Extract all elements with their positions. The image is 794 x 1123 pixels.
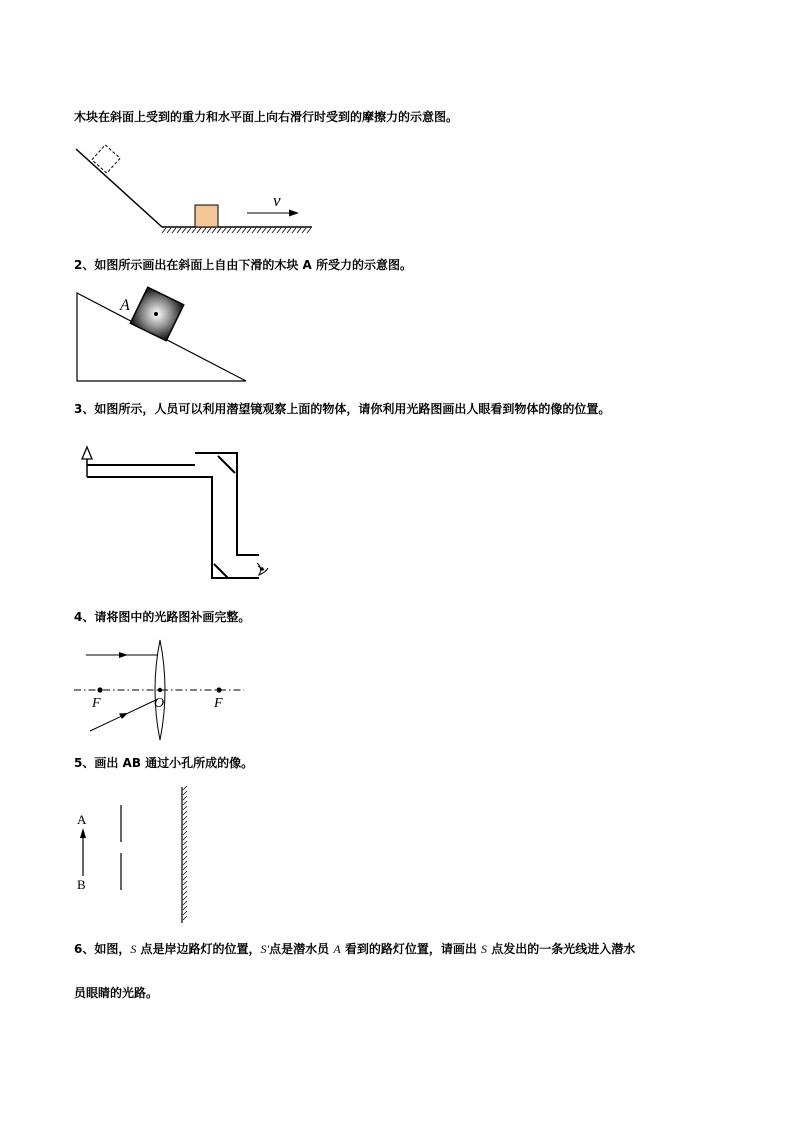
- q6-part-0: 6、如图，: [74, 942, 131, 956]
- question-3-text: 3、如图所示，人员可以利用潜望镜观察上面的物体，请你利用光路图画出人眼看到物体的像的位置。: [74, 402, 611, 416]
- fig5-object-arrowhead: [80, 828, 86, 838]
- question-5-text: 5、画出 AB 通过小孔所成的像。: [74, 756, 254, 770]
- q6-part-7: S: [481, 942, 488, 956]
- question-6-line-2: 员眼睛的光路。: [74, 986, 159, 1000]
- q6-part-8: 点发出的一条光线进入潜水: [487, 942, 636, 956]
- fig5-screen-hatching: [183, 786, 187, 920]
- question-2-text: 2、如图所示画出在斜面上自由下滑的木块 A 所受力的示意图。: [74, 258, 412, 272]
- q6-part-5: A: [333, 942, 341, 956]
- q6-part-4: 点是潜水员: [269, 942, 334, 956]
- fig1-velocity-label: v: [273, 191, 281, 210]
- q6-part-1: S: [130, 942, 137, 956]
- question-1-text: 木块在斜面上受到的重力和水平面上向右滑行时受到的摩擦力的示意图。: [74, 110, 459, 124]
- fig5-label-A: A: [77, 812, 87, 827]
- q6-part-3: S': [260, 942, 270, 956]
- fig4-label-focus-right: F: [214, 696, 223, 711]
- question-6-line-1: [74, 941, 635, 957]
- fig2-block-label: A: [120, 297, 130, 314]
- q6-part-2: 点是岸边路灯的位置，: [136, 942, 261, 956]
- question-4-text: 4、请将图中的光路图补画完整。: [74, 610, 251, 624]
- fig4-label-center: O: [154, 696, 165, 711]
- q6-part-6: 看到的路灯位置，请画出: [340, 942, 482, 956]
- fig5-label-B: B: [77, 877, 86, 892]
- fig4-label-focus-left: F: [92, 696, 101, 711]
